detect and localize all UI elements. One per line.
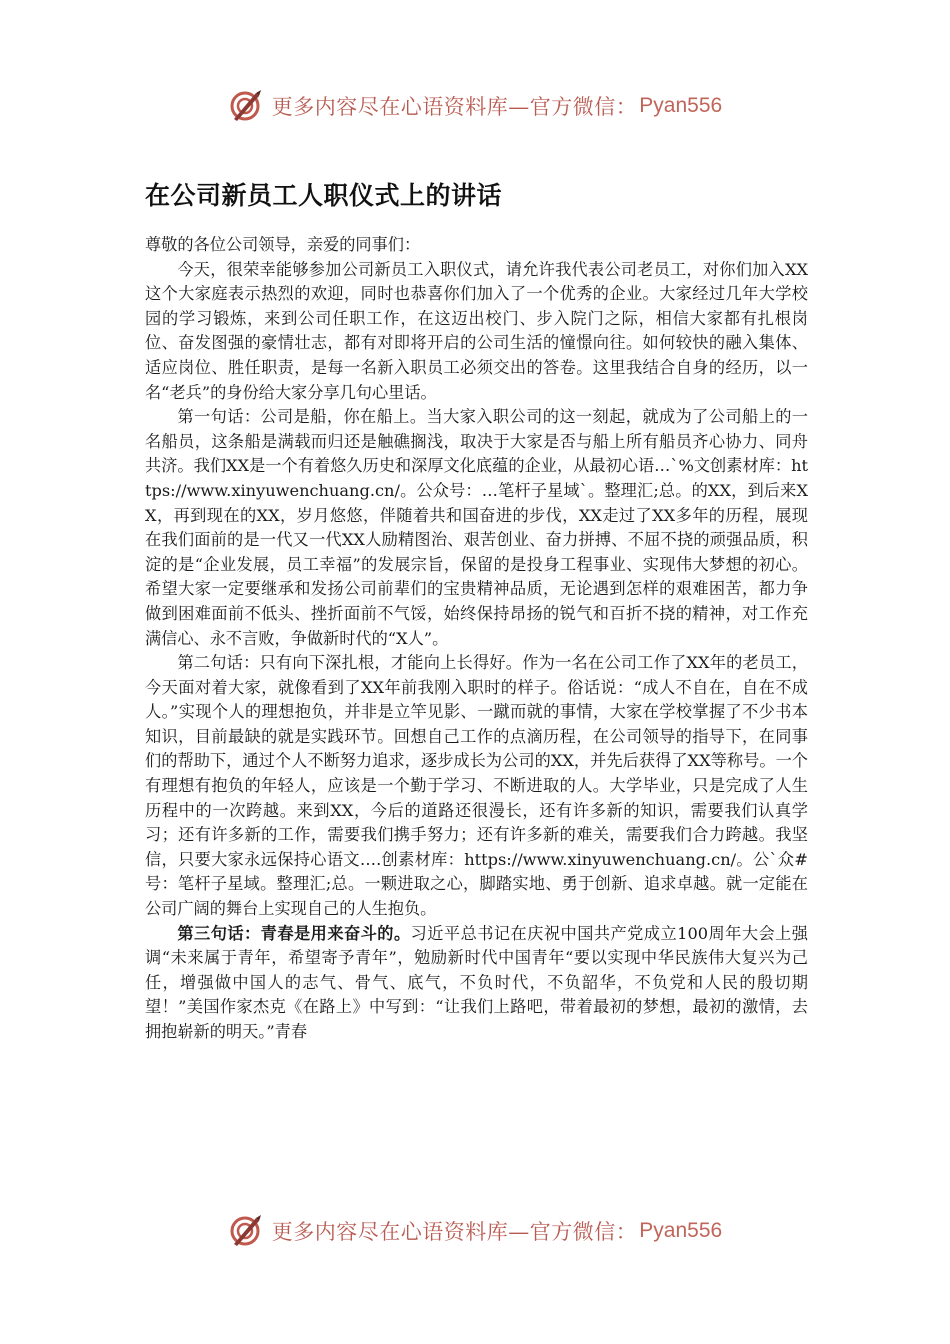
paragraph-second-point: 第二句话：只有向下深扎根，才能向上长得好。作为一名在公司工作了XX年的老员工，今天面对着大家，就像看到了XX年前我刚入职时的样子。俗话说：“成人不自在，自在不成人。”实现个人的理想抱负，并非是立竿见影、一蹴而就的事情，大家在学校掌握了不少书本知识，目前最缺的就是实践环节。回想自己工作的点滴历程，在公司领导的指导下，在同事们的帮助下，通过个人不断努力追求，逐步成长为公司的XX，并先后获得了XX等称号。一个有理想有抱负的年轻人，应该是一个勤于学习、不断进取的人。大学毕业，只是完成了人生历程中的一次跨越。来到XX，今后的道路还很漫长，还有许多新的知识，需要我们认真学习；还有许多新的工作，需要我们携手努力；还有许多新的难关，需要我们合力跨越。我坚信，只要大家永远保持心语文….创素材库：https://www.xinyuwenchuang.cn/。公`众#号：笔杆子星域。整理汇;总。一颗进取之心，脚踏实地、勇于创新、追求卓越。就一定能在公司广阔的舞台上实现自己的人生抱负。 <box>145 653 808 919</box>
third-point-lead: 第三句话：青春是用来奋斗的。 <box>177 923 411 943</box>
banner-wechat-id: Pyan556 <box>639 94 723 117</box>
pen-swirl-logo-icon <box>228 87 266 125</box>
paragraph-third-point <box>145 922 808 1045</box>
banner-text: 更多内容尽在心语资料库—官方微信： <box>271 1220 638 1244</box>
paragraph-first-point: 第一句话：公司是船，你在船上。当大家入职公司的这一刻起，就成为了公司船上的一名船员，这条船是满载而归还是触礁搁浅，取决于大家是否与船上所有船员齐心协力、同舟共济。我们XX是一个有着悠久历史和深厚文化底蕴的企业，从最初心语…`%文创素材库：https://www.xinyuwenchuang.cn/。公众号：…笔杆子星域`。整理汇;总。的XX，到后来XX，再到现在的XX，岁月悠悠，伴随着共和国奋进的步伐，XX走过了XX多年的历程，展现在我们面前的是一代又一代XX人励精图治、艰苦创业、奋力拼搏、不屈不挠的顽强品质，积淀的是“企业发展，员工幸福”的发展宗旨，保留的是投身工程事业、实现伟大梦想的初心。希望大家一定要继承和发扬公司前辈们的宝贵精神品质，无论遇到怎样的艰难困苦，都力争做到困难面前不低头、挫折面前不气馁，始终保持昂扬的锐气和百折不挠的精神，对工作充满信心、永不言败，争做新时代的“X人”。 <box>145 407 808 648</box>
page-title: 在公司新员工人职仪式上的讲话 <box>145 181 503 210</box>
paragraph-intro: 今天，很荣幸能够参加公司新员工入职仪式，请允许我代表公司老员工，对你们加入XX这个大家庭表示热烈的欢迎，同时也恭喜你们加入了一个优秀的企业。大家经过几年大学校园的学习锻炼，来到公司任职工作，在这迈出校门、步入院门之际，相信大家都有扎根岗位、奋发图强的豪情壮志，都有对即将开启的公司生活的憧憬向往。如何较快的融入集体、适应岗位、胜任职责，是每一名新入职员工必须交出的答卷。这里我结合自身的经历，以一名“老兵”的身份给大家分享几句心里话。 <box>145 259 808 402</box>
document-body <box>145 233 808 1045</box>
third-point-text: 习近平总书记在庆祝中国共产党成立100周年大会上强调“未来属于青年，希望寄予青年”，勉励新时代中国青年“要以实现中华民族伟大复兴为己任，增强做中国人的志气、骨气、底气，不负时代，不负韶华，不负党和人民的殷切期望！”美国作家杰克《在路上》中写到：“让我们上路吧，带着最初的梦想，最初的激情，去拥抱崭新的明天。”青春 <box>145 923 808 1041</box>
header-banner <box>0 82 950 130</box>
banner-wechat-id: Pyan556 <box>639 1219 723 1242</box>
salutation: 尊敬的各位公司领导，亲爱的同事们： <box>145 235 421 254</box>
banner-text: 更多内容尽在心语资料库—官方微信： <box>271 95 638 119</box>
pen-swirl-logo-icon <box>228 1212 266 1250</box>
footer-banner <box>0 1207 950 1255</box>
